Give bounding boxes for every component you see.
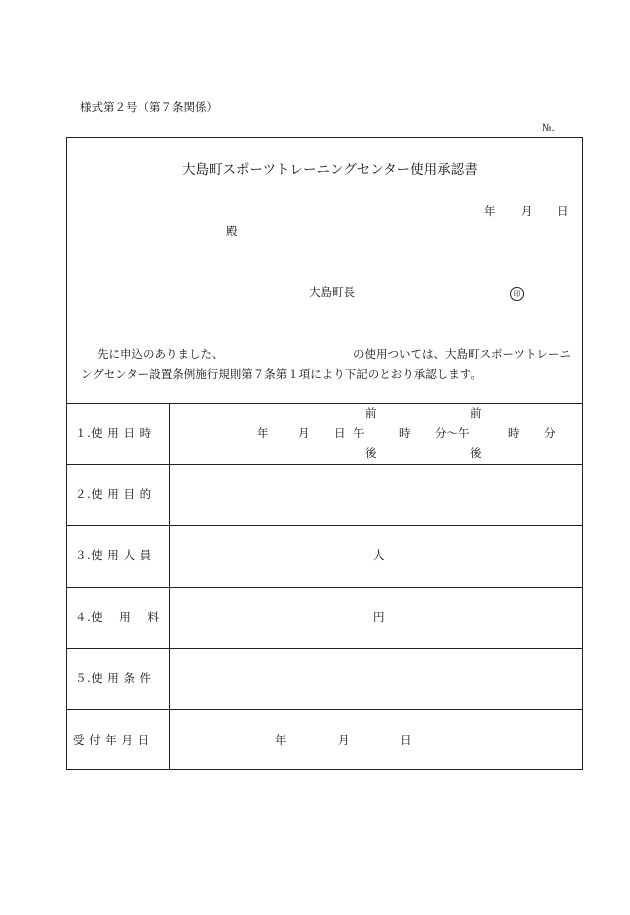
row-label-usage-attendees: ３.使 用 人 員 [75,548,152,562]
label-column-divider [169,403,170,770]
start-hour-label: 時 [399,426,411,440]
form-number: 様式第２号（第７条関係） [80,100,218,114]
row-divider [67,464,582,465]
seal-icon: 印 [510,287,524,301]
seal-mark [510,287,524,301]
row-divider [67,587,582,588]
date-year-label: 年 [484,204,496,218]
end-minute-label: 分 [544,426,556,440]
fee-unit: 円 [373,610,385,624]
document-number-label: №. [542,123,555,134]
row-label-usage-purpose: ２.使 用 目 的 [75,487,152,501]
datetime-day-label: 日 [334,426,346,440]
row-label-usage-datetime: １.使 用 日 時 [75,426,152,440]
datetime-month-label: 月 [298,426,310,440]
date-month-label: 月 [521,204,533,218]
row-label-reception-date: 受 付 年 月 日 [73,733,150,747]
pm-marker-end: 後 [470,446,482,460]
pm-marker-start: 後 [365,446,377,460]
approval-form [66,137,583,770]
am-marker-start: 前 [365,406,377,420]
row-label-usage-fee: ４.使 用 料 [75,610,160,624]
reception-year-label: 年 [275,733,287,747]
row-divider [67,525,582,526]
row-label-usage-conditions: ５.使 用 条 件 [75,671,152,685]
date-day-label: 日 [557,204,569,218]
body-text-regulation: ングセンター設置条例施行規則第７条第１項により下記のとおり承認します。 [81,367,482,381]
form-title: 大島町スポーツトレーニングセンター使用承認書 [182,162,478,178]
issuer-name: 大島町長 [309,285,355,299]
recipient-honorific: 殿 [226,224,238,238]
row-divider [67,648,582,649]
reception-day-label: 日 [400,733,412,747]
am-marker-end: 前 [470,406,482,420]
minute-range-label: 分〜午 [435,426,470,440]
body-text-usage: の使用ついては、大島町スポーツトレーニ [353,347,572,361]
datetime-year-label: 年 [257,426,269,440]
reception-month-label: 月 [338,733,350,747]
attendees-unit: 人 [373,548,385,562]
end-hour-label: 時 [508,426,520,440]
row-divider [67,709,582,710]
table-top-border [67,403,582,404]
body-text-intro: 先に申込のありました、 [97,347,224,361]
noon-marker-start: 午 [353,426,365,440]
